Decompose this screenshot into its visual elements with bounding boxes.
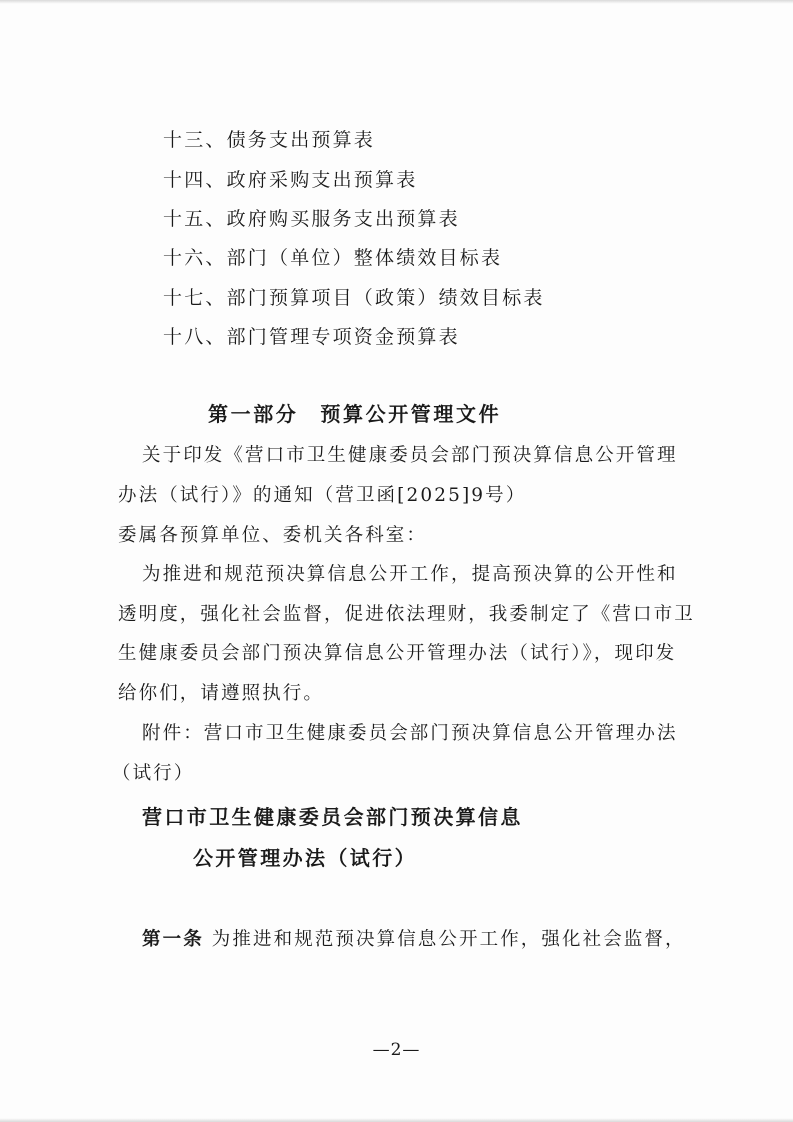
scan-top-edge — [0, 0, 793, 4]
notice-title-line: 办法（试行）》的通知（营卫函[2025]9号） — [118, 485, 527, 506]
measures-title-line: 公开管理办法（试行） — [193, 846, 417, 870]
toc-item: 十七、部门预算项目（政策）绩效目标表 — [163, 287, 545, 309]
notice-addressee: 委属各预算单位、委机关各科室： — [118, 525, 428, 546]
toc-item: 十五、政府购买服务支出预算表 — [163, 208, 460, 230]
scan-bottom-edge — [0, 1118, 793, 1122]
toc-item: 十八、部门管理专项资金预算表 — [163, 326, 460, 348]
article-text: 为推进和规范预决算信息公开工作，强化社会监督， — [211, 929, 686, 950]
notice-body-line: 透明度，强化社会监督，促进依法理财，我委制定了《营口市卫 — [118, 604, 695, 625]
notice-attachment-line: （试行） — [112, 763, 195, 784]
section-title: 预算公开管理文件 — [320, 402, 502, 426]
notice-body-line: 生健康委员会部门预决算信息公开管理办法（试行）》，现印发 — [118, 643, 677, 664]
toc-item: 十六、部门（单位）整体绩效目标表 — [163, 247, 503, 269]
toc-item: 十三、债务支出预算表 — [163, 129, 376, 151]
section-heading — [208, 402, 501, 426]
article-1-line — [142, 928, 686, 952]
toc-item: 十四、政府采购支出预算表 — [163, 169, 418, 191]
notice-attachment-line: 附件：营口市卫生健康委员会部门预决算信息公开管理办法 — [142, 723, 678, 744]
section-part-label: 第一部分 — [208, 402, 299, 426]
article-label: 第一条 — [142, 929, 204, 950]
notice-body-line: 为推进和规范预决算信息公开工作，提高预决算的公开性和 — [142, 564, 678, 585]
notice-title-line: 关于印发《营口市卫生健康委员会部门预决算信息公开管理 — [142, 445, 678, 466]
page-number: —2— — [372, 1040, 421, 1060]
measures-title-line: 营口市卫生健康委员会部门预决算信息 — [142, 805, 523, 829]
notice-body-line: 给你们，请遵照执行。 — [118, 683, 325, 704]
